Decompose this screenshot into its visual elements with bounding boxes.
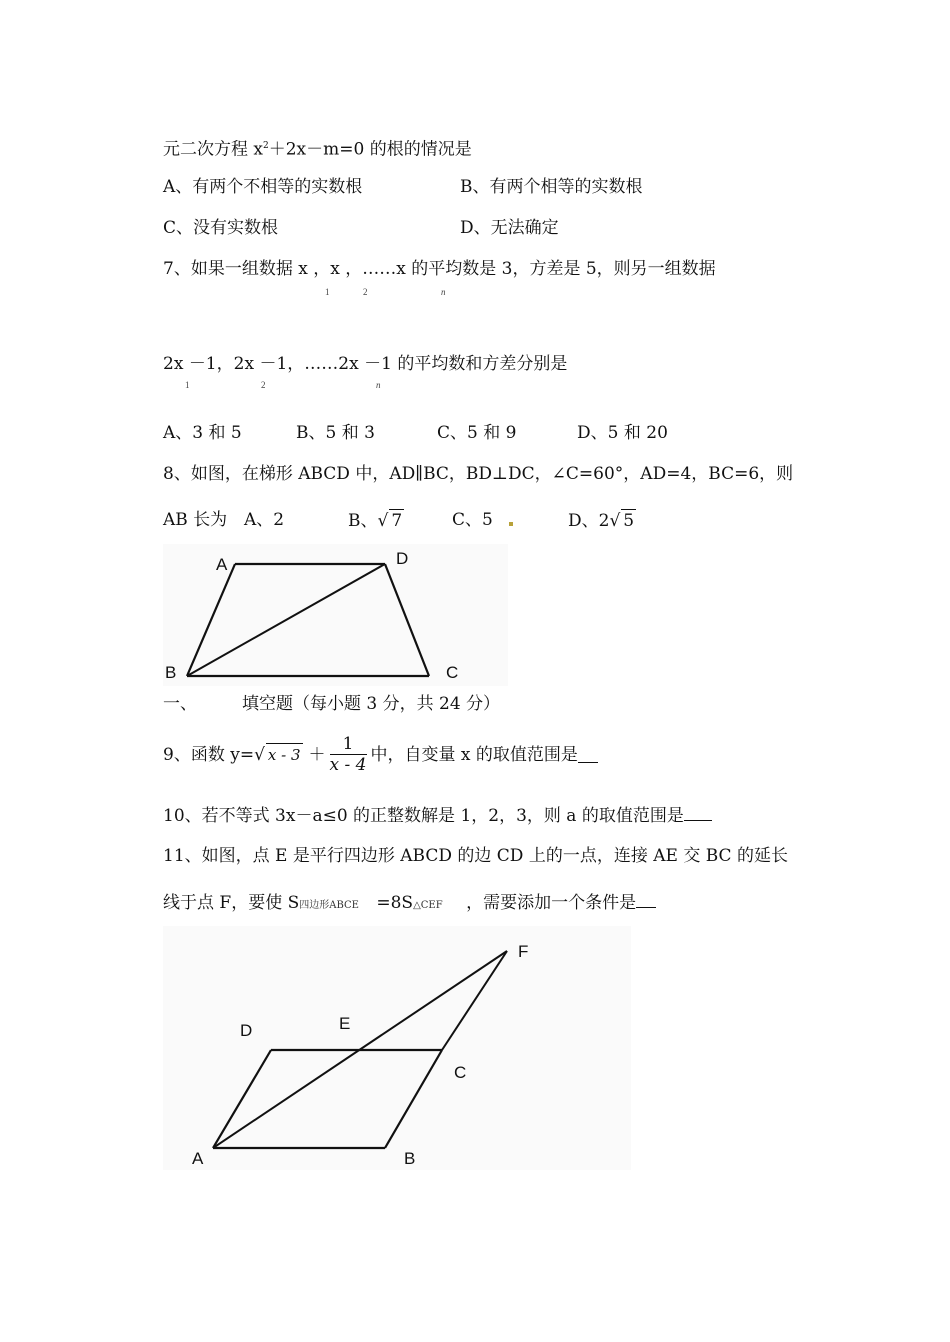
q8-option-b-label: B、 (348, 511, 378, 531)
q7-option-c: C、5 和 9 (437, 423, 517, 443)
edge-af (213, 951, 507, 1148)
q7-l1-c: ，……x (345, 259, 406, 279)
label-e: E (339, 1014, 351, 1033)
q11-line1: 11、如图，点 E 是平行四边形 ABCD 的边 CD 上的一点，连接 AE 交 BC 的延长 (163, 846, 788, 866)
q10-line (163, 804, 712, 827)
q7-line2 (163, 353, 567, 375)
q9-suffix: 中，自变量 x 的取值范围是 (370, 744, 578, 765)
q7-option-d: D、5 和 20 (577, 423, 668, 443)
edge-cf (442, 951, 507, 1050)
section2-title: 填空题（每小题 3 分，共 24 分） (242, 694, 501, 714)
q7-l2-b: －1，2x (188, 354, 255, 374)
q8-option-a: A、2 (244, 510, 285, 530)
q9-plus: ＋ (308, 744, 326, 765)
label-a: A (216, 555, 228, 574)
q7-option-b: B、5 和 3 (296, 423, 375, 443)
q11-l2-b: =8S (376, 893, 414, 913)
trapezoid-diagram (163, 544, 508, 686)
label-d: D (396, 549, 409, 568)
q9-answer-blank[interactable] (578, 746, 598, 763)
q7-sub-1: 1 (325, 287, 330, 297)
q11-sub-s1: 四边形ABCE (299, 900, 359, 911)
q7-l2-c: －1，……2x (259, 354, 359, 374)
edge-bc (385, 1050, 442, 1148)
q8-option-b (348, 509, 404, 532)
q7-sub2-1: 1 (185, 380, 190, 390)
q8-prefix: AB 长为 (163, 510, 228, 530)
edge-da (213, 1050, 271, 1148)
trapezoid-figure (163, 544, 508, 686)
label-a: A (192, 1149, 204, 1168)
q9-line (163, 734, 598, 775)
stray-dot (509, 522, 513, 526)
section2-number: 一、 (163, 694, 197, 714)
q8-option-b-radicand: 7 (391, 511, 403, 531)
q6-stem (163, 135, 472, 161)
q11-answer-blank[interactable] (636, 891, 656, 908)
edge-bd (187, 564, 385, 676)
q11-l2-c: ，需要添加一个条件是 (466, 893, 637, 913)
q9-radicand: x - 3 (266, 743, 303, 766)
q7-l1-d: 的平均数是 3，方差是 5，则另一组数据 (411, 259, 716, 279)
q8-option-d (568, 509, 636, 532)
q9-prefix: 9、函数 y= (163, 744, 255, 765)
q8-option-c: C、5 (452, 510, 493, 530)
q6-option-b: B、有两个相等的实数根 (460, 177, 643, 197)
label-f: F (518, 942, 529, 961)
q7-sub2-2: 2 (261, 380, 266, 390)
label-c: C (446, 663, 459, 682)
q6-option-c: C、没有实数根 (163, 218, 279, 238)
q11-line2 (163, 891, 656, 917)
q7-line1 (163, 258, 716, 280)
q7-sub-2: 2 (363, 287, 368, 297)
edge-dc (385, 564, 429, 676)
q6-stem-b: ＋2x－m=0 的根的情况是 (268, 139, 472, 160)
q6-option-d: D、无法确定 (460, 218, 559, 238)
q8-option-d-label: D、2 (568, 511, 610, 531)
q7-sub-n: n (441, 287, 446, 297)
label-b: B (165, 663, 177, 682)
sqrt-symbol-icon: √ (609, 511, 621, 531)
q7-option-a: A、3 和 5 (163, 423, 242, 443)
q7-l2-a: 2x (163, 354, 184, 374)
q7-l1-a: 7、如果一组数据 x (163, 259, 308, 279)
parallelogram-diagram (163, 926, 631, 1170)
q6-option-a: A、有两个不相等的实数根 (163, 177, 363, 197)
q11-l2-a: 线于点 F，要使 S (163, 893, 300, 913)
label-b: B (404, 1149, 416, 1168)
q6-sup: 2 (263, 141, 269, 151)
q10-answer-blank[interactable] (684, 804, 712, 821)
q9-frac-den: x - 4 (329, 755, 367, 775)
sqrt-symbol-icon: √ (377, 511, 389, 531)
label-d: D (240, 1021, 253, 1040)
q9-frac-num: 1 (330, 734, 367, 755)
q7-l1-b: ，x (313, 259, 340, 279)
sqrt-symbol-icon: √ (254, 744, 265, 765)
q6-stem-a: 元二次方程 x (163, 139, 263, 160)
q8-line1: 8、如图，在梯形 ABCD 中，AD∥BC，BD⊥DC，∠C=60°，AD=4，BC=6，则 (163, 464, 794, 484)
label-c: C (454, 1063, 467, 1082)
q11-sub-s2: △CEF (413, 900, 443, 911)
edge-ab (187, 564, 235, 676)
q10-text: 10、若不等式 3x－a≤0 的正整数解是 1，2，3，则 a 的取值范围是 (163, 806, 684, 826)
q7-l2-d: －1 的平均数和方差分别是 (364, 354, 568, 374)
q7-sub2-n: n (376, 380, 381, 390)
q8-option-d-radicand: 5 (623, 511, 635, 531)
parallelogram-figure (163, 926, 631, 1170)
q9-fraction (330, 734, 367, 775)
